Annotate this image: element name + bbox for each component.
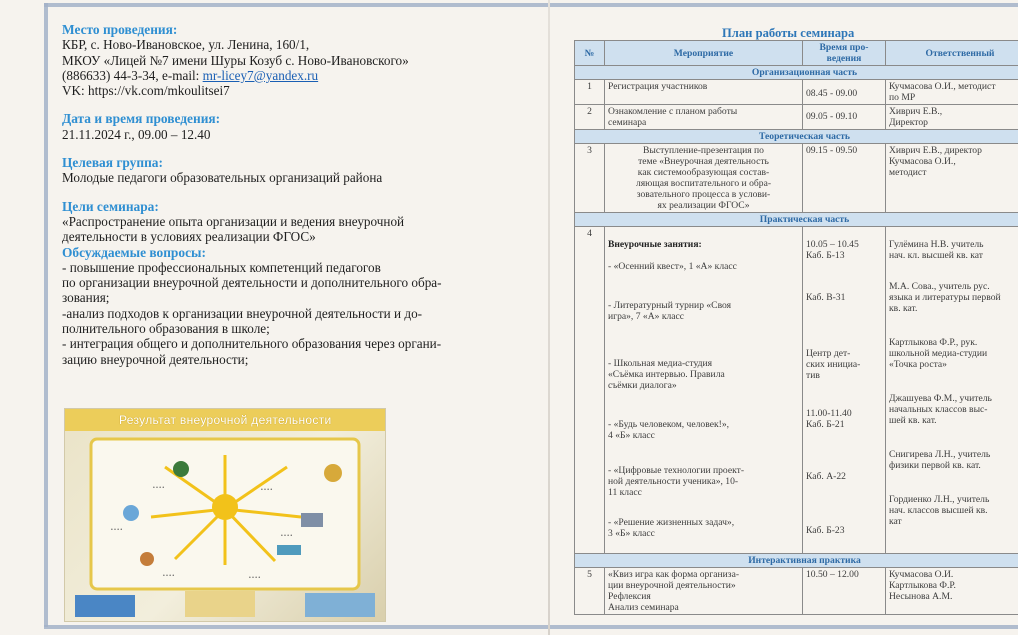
questions-line: зацию внеурочной деятельности; [62, 351, 249, 367]
activity-time: Каб. Б-23 [806, 525, 845, 536]
info-panel [62, 22, 522, 367]
svg-text:• • • •: • • • • [249, 575, 261, 581]
activity-resp: М.А. Сова., учитель рус. языка и литературы первой кв. кат. [889, 281, 1001, 314]
page-fold [548, 0, 550, 635]
photo-caption: Результат внеурочной деятельности [119, 413, 332, 427]
target-value: Молодые педагоги образовательных организаций района [62, 170, 383, 186]
row-num: 5 [575, 568, 605, 615]
section-row [575, 213, 1018, 227]
venue-heading: Место проведения: [62, 22, 178, 37]
frame-top [44, 3, 1018, 7]
row-num: 4 [575, 227, 605, 554]
row-num: 1 [575, 80, 605, 105]
activity-resp: Гулёмина Н.В. учитель нач. кл. высшей кв. кат [889, 239, 984, 261]
plan-title: План работы семинара [722, 26, 855, 40]
questions-line: зования; [62, 290, 110, 306]
activity-time: 11.00-11.40 Каб. Б-21 [806, 408, 852, 430]
row-resp: Хиврич Е.В., Директор [886, 105, 1018, 130]
target-heading: Целевая группа: [62, 155, 163, 171]
goals-line: «Распространение опыта организации и ведения внеурочной [62, 213, 405, 229]
svg-text:• • • •: • • • • [281, 533, 293, 539]
table-row [575, 227, 1018, 554]
frame-left [44, 3, 48, 627]
venue-line: МКОУ «Лицей №7 имени Шуры Козуб с. Ново-Ивановского» [62, 52, 409, 68]
email-link[interactable]: mr-licey7@yandex.ru [202, 67, 319, 83]
table-header-row [575, 41, 1018, 66]
row-event [605, 227, 803, 554]
svg-text:• • • •: • • • • [261, 487, 273, 493]
questions-line: - интеграция общего и дополнительного образования через органи- [62, 336, 442, 352]
table-row [575, 144, 1018, 213]
section-practice: Практическая часть [575, 213, 1018, 227]
section-theory: Теоретическая часть [575, 130, 1018, 144]
svg-text:• • • •: • • • • [111, 527, 123, 533]
questions-heading: Обсуждаемые вопросы: [62, 244, 206, 260]
activity-time: Каб. В-31 [806, 292, 846, 303]
activity-event: - «Будь человеком, человек!», 4 «Б» класс [608, 419, 730, 441]
row-event: «Квиз игра как форма организа- ции внеурочной деятельности» Рефлексия Анализ семинара [605, 568, 803, 615]
goals-line: деятельности в условиях реализации ФГОС» [62, 229, 316, 245]
section-row [575, 130, 1018, 144]
row-time: 10.50 – 12.00 [803, 568, 886, 615]
activity-event: - Школьная медиа-студия «Съёмка интервью. Правила съёмки диалога» [608, 358, 725, 391]
row-time: 09.05 - 09.10 [803, 105, 886, 130]
row-resp: Хиврич Е.В., директор Кучмасова О.И., методист [886, 144, 1018, 213]
activity-resp: Гордиенко Л.Н., учитель нач. классов высшей кв. кат [889, 494, 990, 527]
venue-phone: (886633) 44-3-34, e-mail: [62, 67, 203, 83]
venue-vk: VK: https://vk.com/mkoulitsei7 [62, 83, 230, 99]
activity-event: - Литературный турнир «Своя игра», 7 «А» класс [608, 300, 732, 322]
frame-bottom [44, 625, 1018, 629]
activity-time: 10.05 – 10.45 Каб. Б-13 [806, 239, 859, 261]
table-row [575, 80, 1018, 105]
header-event: Мероприятие [605, 41, 803, 66]
row-time: 08.45 - 09.00 [803, 80, 886, 105]
row-time: 09.15 - 09.50 [803, 144, 886, 213]
questions-line: полнительного образования в школе; [62, 321, 270, 337]
venue-line: КБР, с. Ново-Ивановское, ул. Ленина, 160/1, [62, 37, 310, 53]
table-row [575, 105, 1018, 130]
activity-time: Центр дет- ских инициа- тив [806, 348, 861, 381]
svg-text:• • • •: • • • • [153, 485, 165, 491]
svg-text:• • • •: • • • • [163, 573, 175, 579]
activity-resp: Картлыкова Ф.Р., рук. школьной медиа-студии «Точка роста» [889, 337, 988, 370]
row-event: Выступление-презентация по теме «Внеурочная деятельность как системообразующая состав- ляющая воспитательного и обра- зовательного процесса в услови- ях реализации ФГОС» [605, 144, 803, 213]
row-event: Регистрация участников [605, 80, 803, 105]
activity-time: Каб. А-22 [806, 471, 846, 482]
venue-contact [62, 68, 522, 83]
header-resp: Ответственный [886, 41, 1018, 66]
activity-resp: Джашуева Ф.М., учитель начальных классов выс- шей кв. кат. [889, 393, 992, 426]
section-row [575, 554, 1018, 568]
activity-event: - «Цифровые технологии проект- ной деятельности ученика», 10- 11 класс [608, 465, 745, 498]
section-row [575, 66, 1018, 80]
questions-line: по организации внеурочной деятельности и дополнительного обра- [62, 275, 442, 291]
questions-line: - повышение профессиональных компетенций педагогов [62, 259, 381, 275]
row-resp: Кучмасова О.И. Картлыкова Ф.Р. Несынова А.М. [886, 568, 1018, 615]
row-event: Ознакомление с планом работы семинара [605, 105, 803, 130]
photo-illustration [65, 409, 385, 621]
row-resp: Кучмасова О.И., методист по МР [886, 80, 1018, 105]
row-num: 2 [575, 105, 605, 130]
row-time [803, 227, 886, 554]
datetime-value: 21.11.2024 г., 09.00 – 12.40 [62, 126, 211, 142]
header-num: № [575, 41, 605, 66]
questions-line: -анализ подходов к организации внеурочной деятельности и до- [62, 305, 423, 321]
activity-photo [64, 408, 386, 622]
plan-table [574, 40, 1018, 615]
goals-heading: Цели семинара: [62, 198, 159, 214]
section-org: Организационная часть [575, 66, 1018, 80]
section-interactive: Интерактивная практика [575, 554, 1018, 568]
activity-event: - «Решение жизненных задач», 3 «Б» класс [608, 517, 735, 539]
activity-event: - «Осенний квест», 1 «А» класс [608, 261, 737, 272]
table-row [575, 568, 1018, 615]
row-resp [886, 227, 1018, 554]
datetime-heading: Дата и время проведения: [62, 111, 221, 127]
row-num: 3 [575, 144, 605, 213]
header-time: Время про- ведения [803, 41, 886, 66]
activities-label: Внеурочные занятия: [608, 239, 702, 250]
activity-resp: Снигирева Л.Н., учитель физики первой кв. кат. [889, 449, 991, 471]
